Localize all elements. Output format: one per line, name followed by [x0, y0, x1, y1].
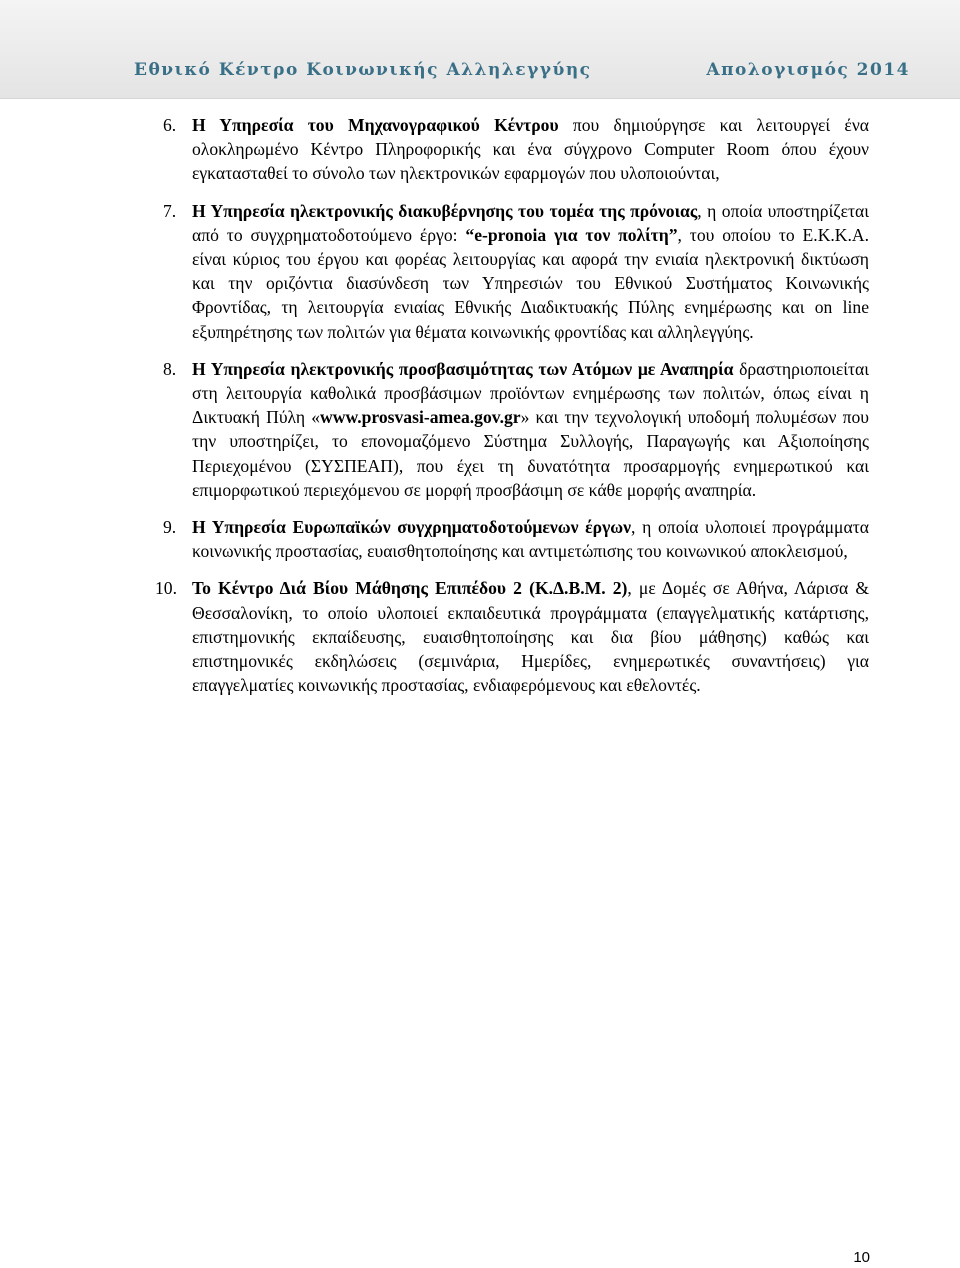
item-number: 8. — [163, 358, 177, 379]
item-bold-heading: Η Υπηρεσία του Μηχανογραφικού Κέντρου — [192, 115, 559, 135]
list-item-8 — [163, 357, 869, 502]
page-number: 10 — [853, 1249, 870, 1266]
list-item-7 — [163, 199, 869, 344]
item-body: δραστηριοποιείται στη λειτουργία καθολικά προσβάσιμων προϊόντων ενημέρωσης των πολιτών, όπως είναι η Δικτυακή Πύλη « — [192, 358, 870, 428]
item-bold-heading: Η Υπηρεσία Ευρωπαϊκών συγχρηματοδοτούμενων έργων — [192, 517, 632, 538]
item-bold-heading: Η Υπηρεσία ηλεκτρονικής διακυβέρνησης του τομέα της πρόνοιας — [192, 200, 698, 221]
item-body-continued: » και την τεχνολογική υποδομή πολυμέσων που την υποστηρίζει, το επονομαζόμενο Σύστημα Συλλογής, Παραγωγής και Αξιοποίησης Περιεχομένου (ΣΥΣΠΕΑΠ), που έχει τη δυνατότητα προσαρμογής ενημερωτικού και επιμορφωτικού περιεχόμενου σε μορφή προσβάσιμη σε κάθε μορφής αναπηρία. — [192, 407, 869, 500]
header-title: Εθνικό Κέντρο Κοινωνικής Αλληλεγγύης — [134, 60, 592, 80]
list-item-10 — [155, 576, 870, 697]
item-number: 10. — [155, 578, 177, 599]
list-item-6 — [163, 113, 869, 186]
page-header — [0, 0, 960, 99]
item-text — [192, 576, 869, 697]
item-body: , η οποία υλοποιεί προγράμματα κοινωνικής προστασίας, ευαισθητοποίησης και αντιμετώπισης του κοινωνικού αποκλεισμού, — [192, 517, 869, 562]
item-text — [192, 515, 869, 563]
item-number: 6. — [163, 115, 177, 135]
item-body: , με Δομές σε Αθήνα, Λάρισα & Θεσσαλονίκη, το οποίο υλοποιεί εκπαιδευτικά προγράμματα (επαγγελματικής κατάρτισης, επιστημονικής εκπαίδευσης, ευαισθητοποίησης και δια βίου μάθησης) καθώς και επιστημονικές εκδηλώσεις (σεμινάρια, Ημερίδες, ενημερωτικές συναντήσεις) για επαγγελματίες κοινωνικής προστασίας, ενδιαφερόμενους και εθελοντές. — [192, 578, 870, 696]
item-text — [192, 357, 869, 502]
item-bold-heading: Το Κέντρο Διά Βίου Μάθησης Επιπέδου 2 (Κ.Δ.Β.Μ. 2) — [192, 578, 628, 599]
project-name: “e-pronoia για τον πολίτη” — [465, 224, 678, 245]
item-body: , η οποία υποστηρίζεται από το συγχρηματοδοτούμενο έργο: — [192, 200, 869, 245]
header-year: Απολογισμός 2014 — [706, 60, 910, 80]
item-text — [192, 199, 869, 344]
item-bold-heading: Η Υπηρεσία ηλεκτρονικής προσβασιμότητας των Ατόμων με Αναπηρία — [192, 358, 734, 379]
document-body — [155, 113, 870, 710]
portal-url: www.prosvasi-amea.gov.gr — [320, 407, 521, 428]
item-body-continued: , του οποίου το Ε.Κ.Κ.Α. είναι κύριος του έργου και φορέας λειτουργίας και αφορά την ενιαία ηλεκτρονική δικτύωση και την οριζόντια διασύνδεση των Υπηρεσιών του Εθνικού Συστήματος Κοινωνικής Φροντίδας, τη λειτουργία ενιαίας Εθνικής Διαδικτυακής Πύλης ενημέρωσης και on line εξυπηρέτησης των πολιτών για θέματα κοινωνικής φροντίδας και αλληλεγγύης. — [192, 224, 870, 342]
item-number: 9. — [163, 517, 177, 538]
item-body: που δημιούργησε και λειτουργεί ένα ολοκληρωμένο Κέντρο Πληροφορικής και ένα σύγχρονο Computer Room όπου έχουν εγκατασταθεί το σύνολο των ηλεκτρονικών εφαρμογών που υλοποιούνται, — [192, 115, 869, 184]
list-item-9 — [163, 515, 869, 563]
item-number: 7. — [163, 200, 177, 221]
item-text — [192, 113, 869, 186]
